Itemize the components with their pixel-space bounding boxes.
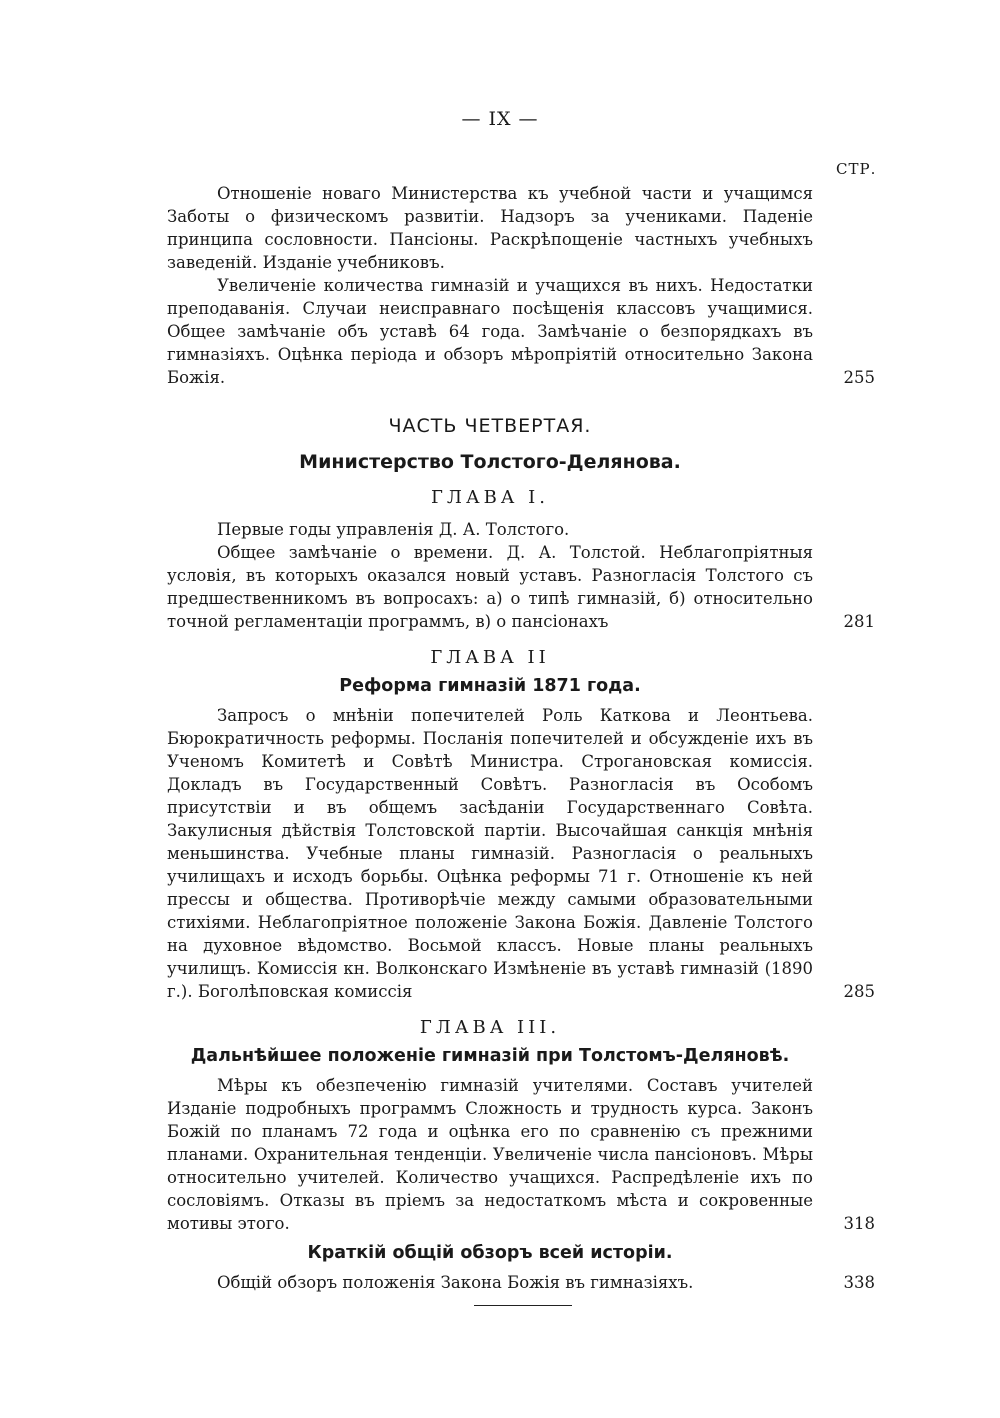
chapter-2-label: ГЛАВА II [430, 647, 550, 668]
chapter-1-entry [167, 541, 875, 633]
table-of-contents [167, 182, 875, 1294]
page-number: — IX — [461, 108, 539, 130]
summary-page-ref: 338 [843, 1273, 875, 1292]
chapter-2-entry [167, 704, 875, 1003]
chapter-2-page-ref: 285 [843, 982, 875, 1001]
chapter-1-heading: Первые годы управленія Д. А. Толстого. [217, 520, 570, 539]
summary-title: Краткій общій обзоръ всей исторіи. [307, 1243, 673, 1263]
chapter-1-text: Общее замѣчаніе о времени. Д. А. Толстой. Неблагопріятныя условія, въ которыхъ оказался новый уставъ. Разногласія Толстого съ предшественникомъ въ вопросахъ: а) о типѣ гимназій, б) относительно точной регламентаціи программъ, в) о пансіонахъ [167, 543, 813, 631]
chapter-2-title: Реформа гимназій 1871 года. [339, 676, 641, 696]
intro-page-ref: 255 [843, 368, 875, 387]
chapter-3-entry [167, 1074, 875, 1235]
intro-paragraph-2: Увеличеніе количества гимназій и учащихся въ нихъ. Недостатки преподаванія. Случаи неисправнаго посѣщенія классовъ учащимися. Общее замѣчаніе объ уставѣ 64 года. Замѣчаніе о безпорядкахъ въ гимназіяхъ. Оцѣнка періода и обзоръ мѣропріятій относительно Закона Божія. [167, 276, 813, 387]
part-title: ЧАСТЬ ЧЕТВЕРТАЯ. [388, 415, 592, 437]
chapter-1-page-ref: 281 [843, 612, 875, 631]
chapter-3-label: ГЛАВА III. [419, 1017, 561, 1038]
chapter-3-page-ref: 318 [843, 1214, 875, 1233]
summary-text: Общій обзоръ положенія Закона Божія въ гимназіяхъ. [217, 1273, 694, 1292]
intro-entry [167, 274, 875, 389]
intro-paragraph-1: Отношеніе новаго Министерства къ учебной части и учащимся Заботы о физическомъ развитіи. Надзоръ за учениками. Паденіе принципа сословности. Пансіоны. Раскрѣпощеніе частныхъ учебныхъ заведеній. Изданіе учебниковъ. [167, 184, 813, 272]
part-subtitle: Министерство Толстого-Делянова. [299, 451, 681, 473]
chapter-1-label: ГЛАВА I. [431, 487, 549, 508]
page-column-label: СТР. [836, 160, 877, 178]
chapter-2-text: Запросъ о мнѣніи попечителей Роль Каткова и Леонтьева. Бюрократичность реформы. Посланія попечителей и обсужденіе ихъ въ Ученомъ Комитетѣ и Совѣтѣ Министра. Строгановская комиссія. Докладъ въ Государственный Совѣтъ. Разногласія въ Особомъ присутствіи и въ общемъ засѣданіи Государственнаго Совѣта. Закулисныя дѣйствія Толстовской партіи. Высочайшая санкція мнѣнія меньшинства. Учебные планы гимназій. Разногласія о реальныхъ училищахъ и исходъ борьбы. Оцѣнка реформы 71 г. Отношеніе къ ней прессы и общества. Противорѣчіе между самыми образовательными стихіями. Неблагопріятное положеніе Закона Божія. Давленіе Толстого на духовное вѣдомство. Восьмой классъ. Новые планы реальныхъ училищъ. Комиссія кн. Волконскаго Измѣненіе въ уставѣ гимназій (1890 г.). Боголѣповская комиссія [167, 706, 813, 1001]
end-rule [474, 1305, 572, 1306]
summary-entry [167, 1271, 875, 1294]
chapter-3-text: Мѣры къ обезпеченію гимназій учителями. Составъ учителей Изданіе подробныхъ программъ Сложность и трудность курса. Законъ Божій по планамъ 72 года и оцѣнка его по сравненію съ прежними планами. Охранительная тенденціи. Увеличеніе числа пансіоновъ. Мѣры относительно учителей. Количество учащихся. Распредѣленіе ихъ по сословіямъ. Отказы въ пріемъ за недостаткомъ мѣста и сокровенные мотивы этого. [167, 1076, 813, 1233]
chapter-3-title: Дальнѣйшее положеніе гимназій при Толстомъ-Деляновѣ. [190, 1046, 790, 1066]
